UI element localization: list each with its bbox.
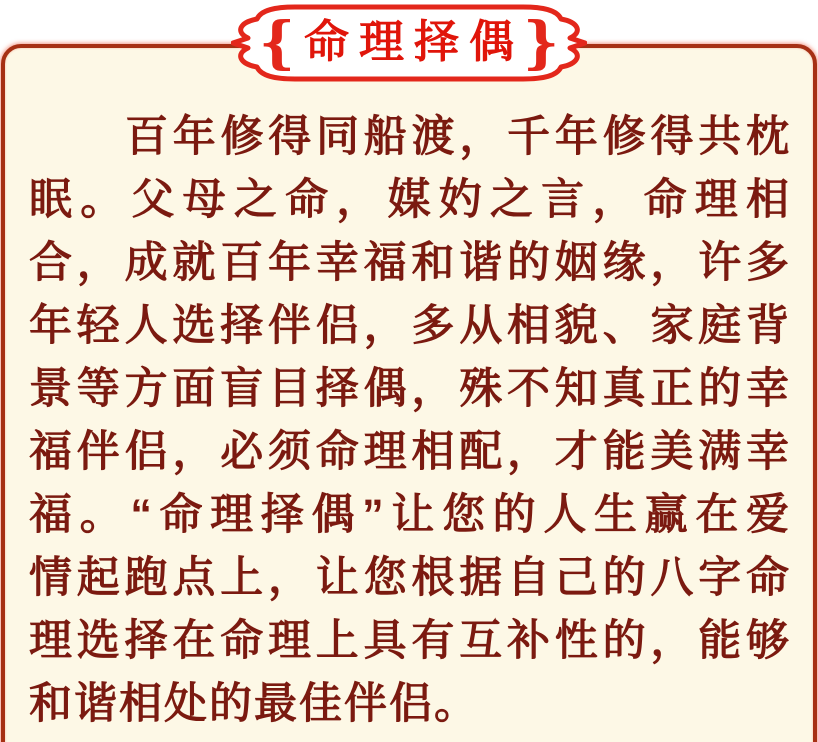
paragraph-line: 景等方面盲目择偶，殊不知真正的幸 xyxy=(29,365,789,413)
curly-brace-left-icon: { xyxy=(258,10,296,76)
paragraph-line: 年轻人选择伴侣，多从相貌、家庭背 xyxy=(29,302,789,350)
paragraph-line: 百年修得同船渡，千年修得共枕 xyxy=(125,113,789,161)
curly-brace-right-icon: } xyxy=(522,10,560,76)
paragraph-line: 合，成就百年幸福和谐的姻缘，许多 xyxy=(29,239,789,287)
paragraph-line: 理选择在命理上具有互补性的，能够 xyxy=(29,617,789,665)
page-title: 命理择偶 xyxy=(303,15,524,68)
paragraph-line: 眠。父母之命，媒妁之言，命理相 xyxy=(29,176,789,224)
paragraph-line: 福。“命理择偶”让您的人生赢在爱 xyxy=(29,491,789,539)
body-paragraph xyxy=(29,106,789,736)
paragraph-line: 情起跑点上，让您根据自己的八字命 xyxy=(29,554,789,602)
paragraph-line: 福伴侣，必须命理相配，才能美满幸 xyxy=(29,428,789,476)
title-banner xyxy=(231,1,587,85)
paragraph-line: 和谐相处的最佳伴侣。 xyxy=(29,680,479,728)
